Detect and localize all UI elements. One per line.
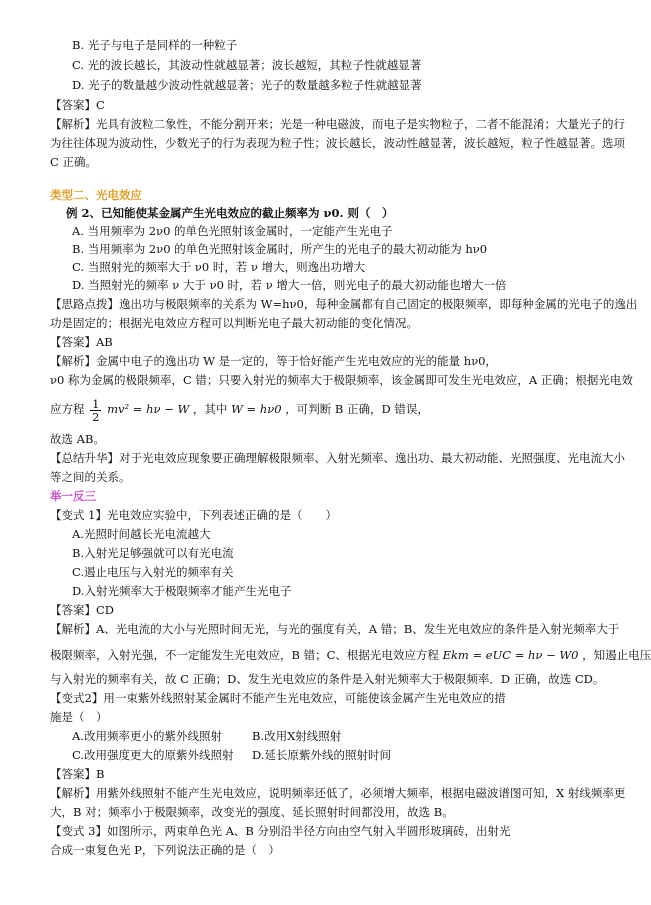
variant-1-analysis-3: 与入射光的频率有关，故 C 正确；D、发生光电效应的条件是入射光频率大于极限频率．D 正确，故选 CD。 (50, 672, 605, 686)
example-analysis-2: ν0 称为金属的极限频率，C 错；只要入射光的频率大于极限频率，该金属即可发生光电效应，A 正确；根据光电效 (50, 373, 633, 387)
summary-line-2: 等之间的关系。 (50, 470, 131, 484)
variant-1-option-a: A.光照时间越长光电流越大 (72, 527, 211, 541)
summary-line-1: 【总结升华】对于光电效应现象要正确理解极限频率、入射光频率、逸出功、最大初动能、光照强度、光电流大小 (50, 451, 625, 465)
variant-1-option-c: C.遏止电压与入射光的频率有关 (72, 565, 234, 579)
variant-3-title-1: 【变式 3】如图所示，两束单色光 A、B 分别沿半径方向由空气射入半圆形玻璃砖，出射光 (50, 824, 511, 838)
example-analysis-4: 故选 AB。 (50, 432, 105, 446)
analysis-line-2: 为往往体现为波动性，少数光子的行为表现为粒子性；波长越长，波动性越显著，波长越短，粒子性越显著。选项 (50, 136, 625, 150)
analysis-3-middle: ，其中 (192, 402, 228, 416)
example-option-c: C. 当照射光的频率大于 ν0 时，若 ν 增大，则逸出功增大 (72, 260, 366, 274)
kinetic-energy-equation: Ekm = eUC = hν − W0 (442, 648, 579, 662)
analysis-line-1: 【解析】光具有波粒二象性，不能分割开来；光是一种电磁波，而电子是实物粒子，二者不能混淆；大量光子的行 (50, 117, 625, 131)
fraction-half (90, 398, 101, 423)
fraction-numerator: 1 (92, 396, 100, 411)
variant-2-option-b: B.改用X射线照射 (252, 729, 342, 743)
variant-1-answer: 【答案】CD (50, 603, 115, 617)
variant-2-analysis-1: 【解析】用紫外线照射不能产生光电效应，说明频率还低了，必须增大频率，根据电磁波谱图可知，X 射线频率更 (50, 786, 626, 800)
variant-2-options-row-1 (72, 729, 341, 743)
option-d: D. 光子的数量越少波动性就越显著；光子的数量越多粒子性就越显著 (72, 78, 422, 92)
variant-2-analysis-2: 大，B 对；频率小于极限频率，改变光的强度、延长照射时间都没用，故选 B。 (50, 805, 454, 819)
example-analysis-1: 【解析】金属中电子的逸出功 W 是一定的，等于恰好能产生光电效应的光的能量 hν0， (50, 354, 497, 368)
option-b: B. 光子与电子是同样的一种粒子 (72, 38, 238, 52)
variant-2-option-d: D.延长原紫外线的照射时间 (252, 748, 391, 762)
variant-1-option-d: D.入射光频率大于极限频率才能产生光电子 (72, 584, 292, 598)
analysis-line-3: C 正确。 (50, 155, 97, 169)
fraction-denominator: 2 (92, 409, 100, 424)
variant-2-options-row-2 (72, 748, 391, 762)
variant-2-answer: 【答案】B (50, 767, 105, 781)
variant-2-option-a: A.改用频率更小的紫外线照射 (72, 729, 222, 743)
variant-1-title: 【变式 1】光电效应实验中，下列表述正确的是（ ） (50, 508, 337, 522)
variant-1-analysis-1: 【解析】A、光电流的大小与光照时间无光，与光的强度有关，A 错；B、发生光电效应的条件是入射光频率大于 (50, 622, 620, 636)
analysis-3-suffix: ，可判断 B 正确，D 错误， (285, 402, 429, 416)
example-answer: 【答案】AB (50, 335, 113, 349)
variant-1-analysis-2 (50, 648, 651, 662)
example-option-b: B. 当用频率为 2ν0 的单色光照射该金属时，所产生的光电子的最大初动能为 hν0 (72, 242, 488, 256)
example-option-a: A. 当用频率为 2ν0 的单色光照射该金属时，一定能产生光电子 (72, 224, 393, 238)
thinking-line-1: 【思路点拨】逸出功与极限频率的关系为 W=hν0，每种金属都有自己固定的极限频率，即每种金属的光电子的逸出 (50, 297, 638, 311)
variant-2-title-2: 施是（ ） (50, 710, 108, 724)
section-heading: 类型二、光电效应 (50, 188, 142, 202)
photoelectric-equation: mv² = hν − W (107, 402, 190, 416)
answer: 【答案】C (50, 98, 105, 112)
work-function-equation: W = hν0 (231, 402, 282, 416)
example-option-d: D. 当照射光的频率 ν 大于 ν0 时，若 ν 增大一倍，则光电子的最大初动能也增大一倍 (72, 278, 507, 292)
example-title: 例 2、已知能使某金属产生光电效应的截止频率为 ν0. 则（ ） (66, 206, 394, 220)
example-analysis-3 (50, 394, 429, 424)
practice-heading: 举一反三 (50, 489, 96, 503)
variant-2-title-1: 【变式2】用一束紫外线照射某金属时不能产生光电效应，可能使该金属产生光电效应的措 (50, 691, 506, 705)
thinking-line-2: 功是固定的；根据光电效应方程可以判断光电子最大初动能的变化情况。 (50, 316, 418, 330)
variant-1-analysis-2-prefix: 极限频率，入射光强，不一定能发生光电效应，B 错；C、根据光电效应方程 (50, 648, 439, 662)
analysis-3-prefix: 应方程 (50, 402, 85, 416)
variant-3-title-2: 合成一束复色光 P，下列说法正确的是（ ） (50, 843, 280, 857)
variant-1-option-b: B.入射光足够强就可以有光电流 (72, 546, 234, 560)
variant-2-option-c: C.改用强度更大的原紫外线照射 (72, 748, 234, 762)
option-c: C. 光的波长越长，其波动性就越显著；波长越短，其粒子性就越显著 (72, 58, 422, 72)
variant-1-analysis-2-suffix: ，知遏止电压 (582, 648, 651, 662)
